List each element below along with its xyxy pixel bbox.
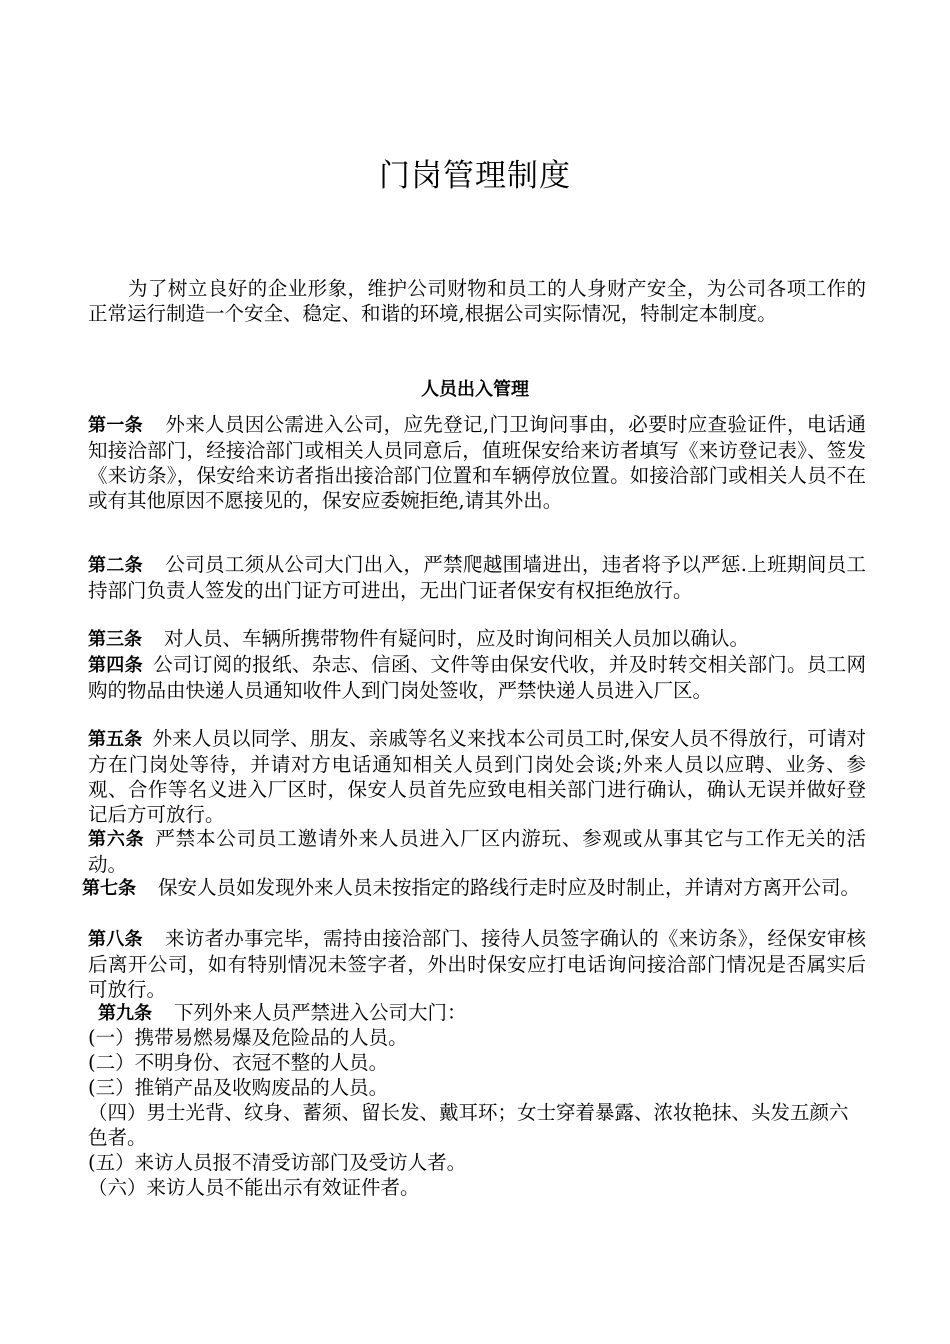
article-label: 第五条 [88,729,143,750]
article-7 [38,875,868,901]
article-text: 外来人员以同学、朋友、亲戚等名义来找本公司员工时,保安人员不得放行，可请对方在门岗处等待，并请对方电话通知相关人员到门岗处会谈;外来人员以应聘、业务、参观、合作等名义进入厂区时，保安人员首先应致电相关部门进行确认，确认无误并做好登记后方可放行。 [88,727,866,826]
article-text: 保安人员如发现外来人员未按指定的路线行走时应及时制止，并请对方离开公司。 [158,876,861,899]
article-6 [88,826,866,877]
document-title: 门岗管理制度 [379,158,571,194]
article-text: 公司订阅的报纸、杂志、信函、文件等由保安代收，并及时转交相关部门。员工网购的物品由快递人员通知收件人到门岗处签收，严禁快递人员进入厂区。 [88,653,866,702]
article-4 [88,652,866,703]
article-text: 下列外来人员严禁进入公司大门： [174,1001,467,1024]
article-3 [88,626,866,652]
prohibited-item-3: (三）推销产品及收购废品的人员。 [88,1076,389,1099]
article-8 [88,926,866,1002]
article-text: 公司员工须从公司大门出入，严禁爬越围墙进出，违者将予以严惩.上班期间员工持部门负责人签发的出门证方可进出，无出门证者保安有权拒绝放行。 [88,553,867,602]
prohibited-item-6: （六）来访人员不能出示有效证件者。 [88,1176,420,1199]
article-label: 第一条 [88,415,144,436]
article-text: 对人员、车辆所携带物件有疑问时，应及时询问相关人员加以确认。 [164,627,750,650]
article-9 [88,1000,866,1026]
article-5 [88,726,866,827]
article-label: 第二条 [88,555,144,576]
prohibited-item-5: (五）来访人员报不清受访部门及受访人者。 [88,1151,467,1174]
article-label: 第八条 [88,929,143,950]
article-text: 外来人员因公需进入公司，应先登记,门卫询问事由，必要时应查验证件，电话通知接洽部门，经接洽部门或相关人员同意后，值班保安给来访者填写《来访登记表》、签发《来访条》，保安给来访者指出接洽部门位置和车辆停放位置。如接洽部门或相关人员不在或有其他原因不愿接见的，保安应委婉拒绝,请其外出。 [88,413,867,512]
prohibited-item-1: (一）携带易燃易爆及危险品的人员。 [88,1026,408,1049]
article-text: 严禁本公司员工邀请外来人员进入厂区内游玩、参观或从事其它与工作无关的活动。 [88,827,866,876]
prohibited-item-2: (二）不明身份、衣冠不整的人员。 [88,1051,389,1074]
article-label: 第四条 [88,655,143,676]
article-2 [88,552,866,603]
article-text: 来访者办事完毕，需持由接洽部门、接待人员签字确认的《来访条》，经保安审核后离开公司，如有特别情况未签字者，外出时保安应打电话询问接洽部门情况是否属实后可放行。 [88,927,866,1001]
intro-paragraph: 为了树立良好的企业形象，维护公司财物和员工的人身财产安全，为公司各项工作的正常运行制造一个安全、稳定、和谐的环境,根据公司实际情况，特制定本制度。 [88,277,866,325]
article-1 [88,412,866,513]
article-label: 第六条 [88,829,145,850]
article-label: 第九条 [98,1003,152,1024]
prohibited-item-4: （四）男士光背、纹身、蓄须、留长发、戴耳环；女士穿着暴露、浓妆艳抹、头发五颜六色者。 [88,1101,849,1149]
section-heading: 人员出入管理 [421,379,529,400]
article-label: 第七条 [82,878,136,899]
article-label: 第三条 [88,629,142,650]
